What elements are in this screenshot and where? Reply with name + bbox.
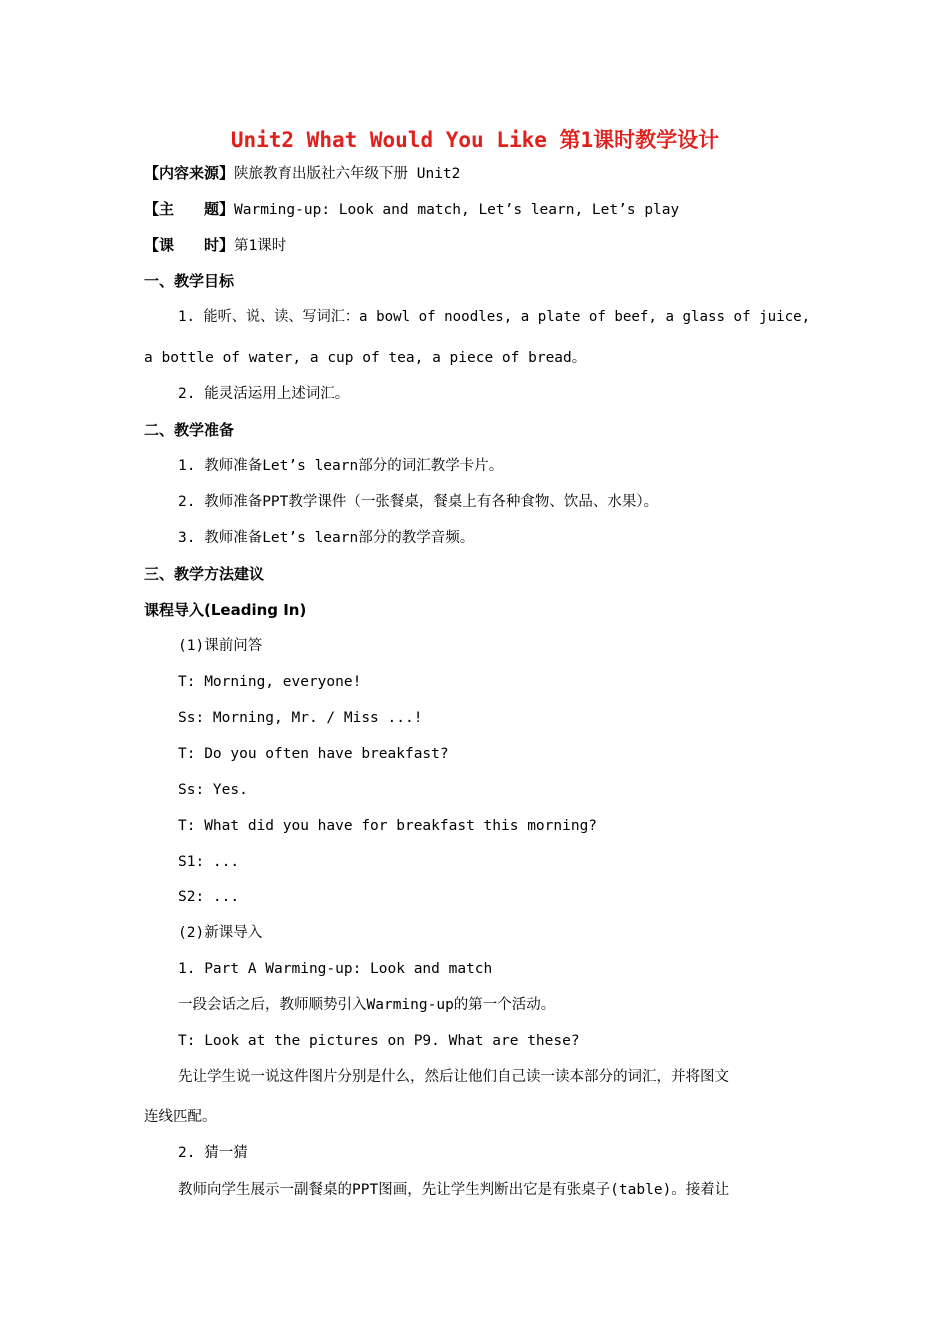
source-value: 陕旅教育出版社六年级下册 Unit2 bbox=[234, 166, 461, 182]
prep-heading: 二、教学准备 bbox=[144, 421, 235, 439]
dialogue-line: T: Look at the pictures on P9. What are these? bbox=[178, 1033, 580, 1049]
dialogue-line: T: What did you have for breakfast this morning? bbox=[178, 818, 598, 834]
prep-1: 1. 教师准备Let’s learn部分的词汇教学卡片。 bbox=[178, 458, 504, 474]
topic-value: Warming-up: Look and match, Let’s learn, Let’s play bbox=[234, 202, 680, 218]
guess-heading: 2. 猜一猜 bbox=[178, 1145, 248, 1161]
intro-heading: 课程导入(Leading In) bbox=[144, 601, 307, 619]
dialogue-line: Ss: Yes. bbox=[178, 782, 248, 798]
step-1: (1)课前问答 bbox=[178, 638, 263, 654]
source-line bbox=[144, 163, 460, 184]
after-dialogue-text: 一段会话之后，教师顺势引入Warming-up的第一个活动。 bbox=[178, 997, 556, 1013]
period-line bbox=[144, 235, 286, 256]
step-2: (2)新课导入 bbox=[178, 925, 263, 941]
dialogue-line: T: Do you often have breakfast? bbox=[178, 746, 449, 762]
dialogue-line: S1: ... bbox=[178, 854, 240, 870]
goal-2: 2. 能灵活运用上述词汇。 bbox=[178, 386, 350, 402]
prep-3: 3. 教师准备Let’s learn部分的教学音频。 bbox=[178, 530, 475, 546]
method-heading: 三、教学方法建议 bbox=[144, 565, 265, 583]
goal-1-line-b: a bottle of water, a cup of tea, a piece of bread。 bbox=[144, 350, 587, 366]
paragraph-1-line-a: 先让学生说一说这件图片分别是什么，然后让他们自己读一读本部分的词汇，并将图文 bbox=[178, 1069, 729, 1085]
period-label: 【课 时】 bbox=[144, 236, 235, 254]
goals-heading: 一、教学目标 bbox=[144, 272, 235, 290]
prep-2: 2. 教师准备PPT教学课件（一张餐桌，餐桌上有各种食物、饮品、水果）。 bbox=[178, 494, 659, 510]
dialogue-line: S2: ... bbox=[178, 889, 240, 905]
document-title: Unit2 What Would You Like 第1课时教学设计 bbox=[230, 128, 720, 152]
paragraph-1-line-b: 连线匹配。 bbox=[144, 1109, 217, 1125]
topic-line bbox=[144, 199, 679, 220]
goal-1-line-a: 1. 能听、说、读、写词汇：a bowl of noodles, a plate of beef, a glass of juice, bbox=[178, 309, 811, 325]
source-label: 【内容来源】 bbox=[144, 164, 235, 182]
part-a-line: 1. Part A Warming-up: Look and match bbox=[178, 961, 493, 977]
paragraph-2: 教师向学生展示一副餐桌的PPT图画，先让学生判断出它是有张桌子(table)。接着让 bbox=[178, 1182, 730, 1198]
dialogue-line: T: Morning, everyone! bbox=[178, 674, 362, 690]
dialogue-line: Ss: Morning, Mr. / Miss ...! bbox=[178, 710, 423, 726]
period-value: 第1课时 bbox=[234, 238, 287, 254]
topic-label: 【主 题】 bbox=[144, 200, 235, 218]
